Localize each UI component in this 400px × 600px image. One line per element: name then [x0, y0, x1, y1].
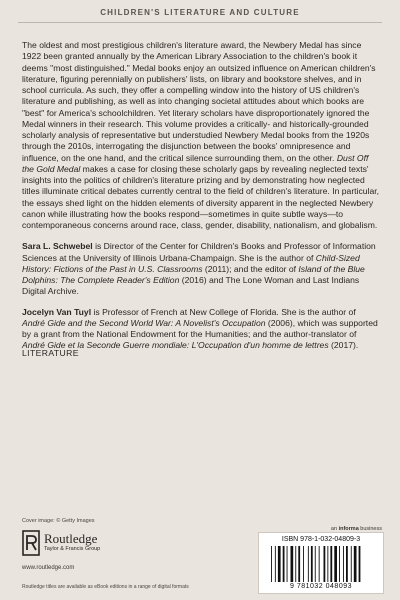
subject-category: LITERATURE: [22, 348, 79, 358]
isbn-text: ISBN 978-1-032-04809-3: [281, 536, 361, 543]
publisher-website: www.routledge.com: [22, 565, 75, 571]
publisher-subtitle: Taylor & Francis Group: [44, 546, 101, 552]
series-title: CHILDREN'S LITERATURE AND CULTURE: [100, 8, 300, 17]
informa-suffix: business: [358, 526, 382, 532]
editor-book-title: Child-Sized History: Fictions of the Past in U.S. Classrooms: [22, 252, 360, 274]
editor-bio-2: [22, 307, 380, 352]
blurb-paragraph: [22, 40, 380, 231]
book-title: Dust Off the Gold Medal: [22, 152, 369, 174]
editor-name: Sara L. Schwebel: [22, 241, 93, 252]
informa-brand: informa: [338, 526, 359, 532]
informa-prefix: an: [330, 526, 339, 532]
cover-credit: Cover image: © Getty Images: [22, 518, 95, 524]
editor-book-title: André Gide et la Seconde Guerre mondiale: L'Occupation d'un homme de lettres: [22, 340, 329, 351]
blurb-text-2: makes a case for closing these scholarly gaps by revealing neglected texts' insights into the politics of children's literature prizing and by demonstrating how neglected titles illuminate critical debates currently central to the field of children's literature. In particular, the essays shed light on the hidden elements of diversity apparent in the neglected Newbery canon while illustrating how the books respond—sometimes in quite subtle ways—to contemporaneous concerns around race, class, gender, disability, nationalism, and globalism.: [22, 163, 380, 230]
isbn-barcode: [258, 532, 384, 594]
publisher-logo: [22, 530, 132, 560]
editor-bio-text: (2006), which was supported by a grant from the National Endowment for the Humanities; and the author-translator of: [22, 317, 378, 339]
editor-bio-text: (2011); and the editor of: [202, 263, 299, 274]
routledge-logo-icon: [22, 530, 40, 556]
editor-bio-text: is Professor of French at New College of Florida. She is the author of: [91, 306, 356, 317]
editor-book-title: André Gide and the Second World War: A Novelist's Occupation: [22, 317, 266, 328]
editor-bio-text: (2017).: [328, 340, 359, 351]
editor-bio-1: [22, 241, 380, 297]
header-rule: [18, 22, 382, 23]
barcode-number: 9 781032 048093: [290, 583, 352, 590]
blurb-text-1: The oldest and most prestigious children's literature award, the Newbery Medal has since 1922 been granted annually by the American Library Association to the children's book it deems "most distinguished." Medal books enjoy an outsized influence on American children's literature, figuring perennially on publishers' lists, on library and bookstore shelves, and in school curricula. As such, they offer a compelling window into the history of US children's literature and publishing, as well as into changing societal attitudes about which books are "best" for America's schoolchildren. Yet literary scholars have disproportionately ignored the Medal winners in their research. This volume provides a critically- and historically-grounded scholarly analysis of representative but understudied Newbery Medal books from the 1920s through the 2010s, interrogating the disjunction between the books' omnipresence and influence, on the one hand, and the critical silence surrounding them, on the other.: [22, 40, 376, 163]
editor-bio-text: (2016) and The Lone Woman and Last Indians Digital Archive.: [22, 275, 360, 297]
barcode-icon: [271, 546, 371, 582]
editor-book-title: Island of the Blue Dolphins: The Complete Reader's Edition: [22, 263, 365, 285]
publisher-name: Routledge: [44, 531, 98, 546]
editor-bio-text: is Director of the Center for Children's Books and Professor of Information Sciences at the University of Illinois Urbana-Champaign. She is the author of: [22, 241, 376, 263]
ebook-note: Routledge titles are available as eBook editions in a range of digital formats: [22, 584, 189, 590]
editor-name: Jocelyn Van Tuyl: [22, 306, 92, 317]
back-cover-text: [22, 40, 380, 361]
